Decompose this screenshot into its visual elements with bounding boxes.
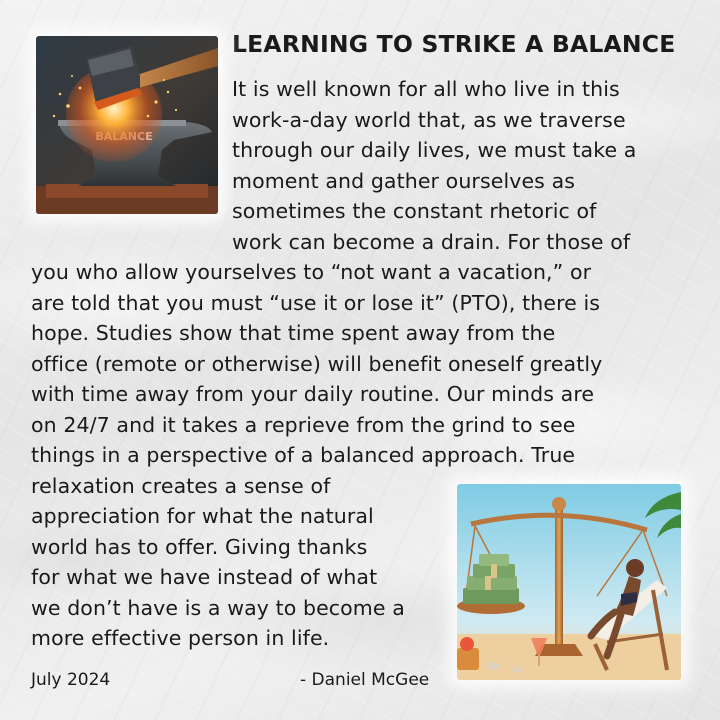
body-line: It is well known for all who live in this	[232, 77, 620, 101]
body-line: through our daily lives, we must take a	[232, 138, 637, 162]
body-line: are told that you must “use it or lose it” (PTO), there is	[31, 291, 601, 315]
body-line: we don’t have is a way to become a	[31, 596, 405, 620]
body-line: for what we have instead of what	[31, 565, 378, 589]
body-line: with time away from your daily routine. Our minds are	[31, 382, 595, 406]
body-line: you who allow yourselves to “not want a vacation,” or	[31, 260, 592, 284]
body-line: hope. Studies show that time spent away from the	[31, 321, 556, 345]
body-line: things in a perspective of a balanced approach. True	[31, 443, 576, 467]
anvil-illustration	[36, 36, 218, 214]
body-line: relaxation creates a sense of	[31, 474, 331, 498]
body-line: more effective person in life.	[31, 626, 330, 650]
body-line: work can become a drain. For those of	[232, 230, 631, 254]
article-date: July 2024	[31, 670, 111, 690]
body-line: work-a-day world that, as we traverse	[232, 108, 626, 132]
body-line: on 24/7 and it takes a reprieve from the grind to see	[31, 413, 576, 437]
balance-scale-illustration	[457, 484, 681, 680]
body-line: moment and gather ourselves as	[232, 169, 576, 193]
article-title: LEARNING TO STRIKE A BALANCE	[232, 30, 676, 58]
body-line: world has to offer. Giving thanks	[31, 535, 368, 559]
body-line: sometimes the constant rhetoric of	[232, 199, 597, 223]
body-line: office (remote or otherwise) will benefit oneself greatly	[31, 352, 603, 376]
body-line: appreciation for what the natural	[31, 504, 374, 528]
article-author: - Daniel McGee	[300, 670, 430, 690]
